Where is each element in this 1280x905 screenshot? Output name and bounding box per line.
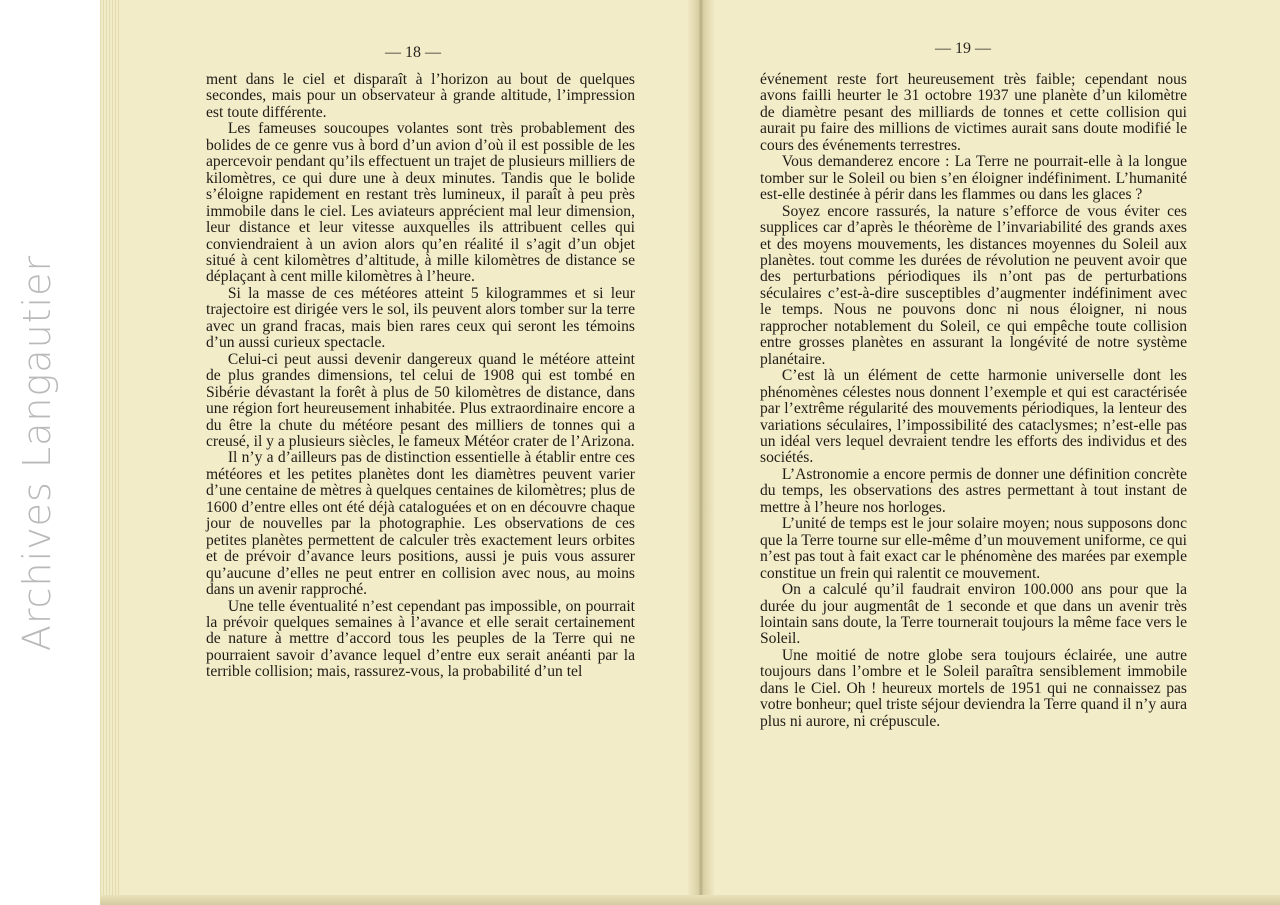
paragraph: L’unité de temps est le jour solaire moyen; nous supposons donc que la Terre tourne sur elle-même d’un mouvement uniforme, ce qui n’est pas tout à fait exact car le phénomène des marées par exemple constitue un frein qui ralentit ce mouvement. [760, 515, 1187, 582]
archive-watermark [15, 254, 59, 651]
right-page-number: — 19 — [935, 40, 991, 57]
right-page-text [760, 72, 1187, 730]
paragraph: C’est là un élément de cette harmonie universelle dont les phénomènes célestes nous donnent l’exemple et qui est caractérisée par l’extrême régularité des mouvements périodiques, la lenteur des variations séculaires, l’impossibilité des cataclysmes; n’est-elle pas un idéal vers lequel devraient tendre les efforts des individus et des sociétés. [760, 367, 1187, 467]
watermark-text: Archives Langautier [15, 254, 59, 651]
bottom-edge [100, 895, 1280, 905]
paragraph: Soyez encore rassurés, la nature s’efforce de vous éviter ces supplices car d’après le théorème de l’invariabilité des grands axes et des moyens mouvements, les distances moyennes du Soleil aux planètes. tout comme les durées de révolution ne peuvent avoir que des perturbations périodiques ils n’ont pas de perturbations séculaires c’est-à-dire susceptibles d’augmenter indéfiniment avec le temps. Nous ne pouvons donc ni nous éloigner, ni nous rapprocher notablement du Soleil, ce qui empêche toute collision entre grosses planètes en assurant la longévité de notre système planétaire. [760, 202, 1187, 368]
paragraph: On a calculé qu’il faudrait environ 100.000 ans pour que la durée du jour augmentât de 1 seconde et que dans un avenir très lointain sans doute, la Terre tournerait toujours la même face vers le Soleil. [760, 581, 1187, 648]
page-edges [100, 0, 120, 905]
paragraph: Vous demanderez encore : La Terre ne pourrait-elle à la longue tomber sur le Soleil ou bien s’en éloigner indéfiniment. L’humanité est-elle destinée à périr dans les flammes ou dans les glaces ? [760, 153, 1187, 204]
paragraph: événement reste fort heureusement très faible; cependant nous avons failli heurter le 31 octobre 1937 une planète d’un kilomètre de diamètre pesant des milliards de tonnes et cette collision qui aurait pu faire des millions de victimes aurait sans doute modifié le cours des événements terrestres. [760, 71, 1187, 154]
paragraph: Si la masse de ces météores atteint 5 kilogrammes et si leur trajectoire est dirigée vers le sol, ils peuvent alors tomber sur la terre avec un grand fracas, mais bien rares ceux qui seront les témoins d’un aussi curieux spectacle. [206, 284, 635, 352]
paragraph: L’Astronomie a encore permis de donner une définition concrète du temps, les observations des astres permettant à tout instant de mettre à l’heure nos horloges. [760, 465, 1187, 516]
paragraph: Une moitié de notre globe sera toujours éclairée, une autre toujours dans l’ombre et le Soleil paraîtra sensiblement immobile dans le Ciel. Oh ! heureux mortels de 1951 qui ne connaissez pas votre bonheur; quel triste séjour deviendra la Terre quand il n’y aura plus ni aurore, ni crépuscule. [760, 646, 1187, 730]
book-gutter [688, 0, 714, 905]
left-page-text [206, 72, 635, 681]
paragraph: ment dans le ciel et disparaît à l’horizon au bout de quelques secondes, mais pour un observateur à grande altitude, l’impression est toute différente. [206, 71, 635, 121]
paragraph: Une telle éventualité n’est cependant pas impossible, on pourrait la prévoir quelques semaines à l’avance et elle serait certainement de nature à mettre d’accord tous les peuples de la Terre qui ne pourraient savoir d’avance lequel d’entre eux serait anéanti par la terrible collision; mais, rassurez-vous, la probabilité d’un tel [206, 597, 635, 681]
paragraph: Celui-ci peut aussi devenir dangereux quand le météore atteint de plus grandes dimensions, tel celui de 1908 qui est tombé en Sibérie dévastant la forêt à plus de 50 kilomètres de distance, dans une région fort heureusement inhabitée. Plus extraordinaire encore a du être la chute du météore pesant des milliers de tonnes qui a creusé, il y a plusieurs siècles, le fameux Météor crater de l’Arizona. [206, 350, 635, 450]
paragraph: Il n’y a d’ailleurs pas de distinction essentielle à établir entre ces météores et les petites planètes dont les diamètres peuvent varier d’une centaine de mètres à quelques centaines de kilomètres; plus de 1600 d’entre elles ont été déjà cataloguées et on en découvre chaque jour de nouvelles par la photographie. Les observations de ces petites planètes permettent de calculer très exactement leurs orbites et de prévoir d’avance leurs positions, aussi je puis vous assurer qu’aucune d’elles ne peut entrer en collision avec nous, au moins dans un avenir rapproché. [206, 449, 635, 599]
left-page-number: — 18 — [385, 44, 441, 61]
paragraph: Les fameuses soucoupes volantes sont très probablement des bolides de ce genre vus à bord d’un avion d’où il est possible de les apercevoir pendant qu’ils effectuent un trajet de plusieurs milliers de kilomètres, ce qui dure une à deux minutes. Tandis que le bolide s’éloigne rapidement en restant très lumineux, il paraît à peu près immobile dans le ciel. Les aviateurs apprécient mal leur dimension, leur distance et leur vitesse auxquelles ils attribuent celles qui conviendraient à un avion alors qu’en réalité il s’agit d’un objet situé à cent kilomètres d’altitude, à mille kilomètres de distance se déplaçant à cent mille kilomètres à l’heure. [206, 120, 635, 286]
